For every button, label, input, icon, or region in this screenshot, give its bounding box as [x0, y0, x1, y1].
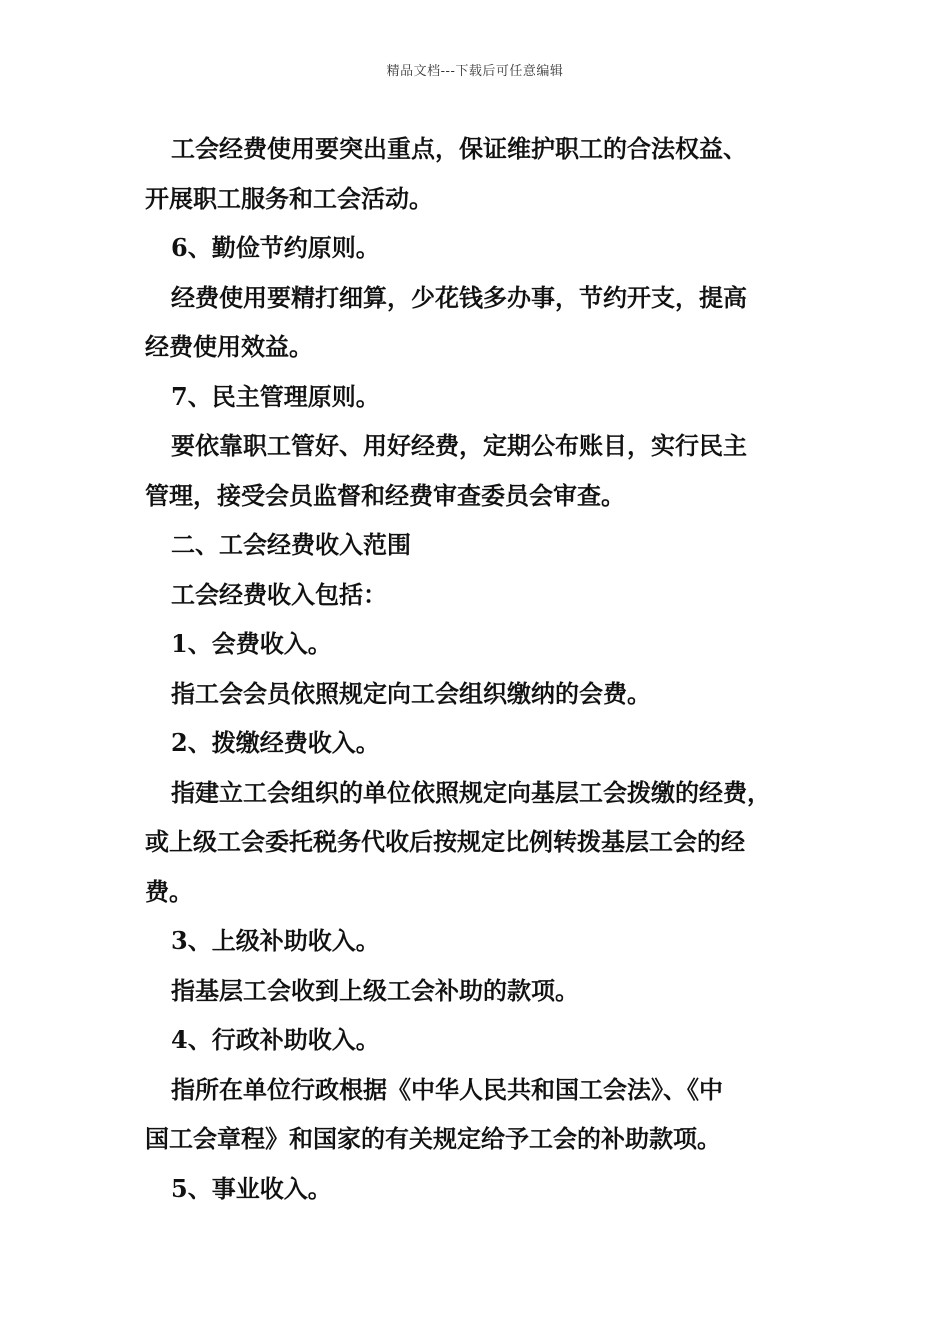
section-heading: 7、民主管理原则。: [171, 381, 380, 411]
paragraph-line: 经费使用效益。: [145, 332, 313, 361]
paragraph-line: 开展职工服务和工会活动。: [145, 183, 433, 213]
paragraph-line: 指建立工会组织的单位依照规定向基层工会拨缴的经费，: [171, 777, 771, 807]
paragraph-line: 指基层工会收到上级工会补助的款项。: [171, 975, 579, 1005]
paragraph-line: 经费使用要精打细算，少花钱多办事，节约开支，提高: [171, 282, 747, 312]
paragraph-line: 指工会会员依照规定向工会组织缴纳的会费。: [171, 678, 651, 708]
page-header: 精品文档---下载后可任意编辑: [386, 64, 564, 79]
section-heading: 6、勤俭节约原则。: [171, 233, 380, 262]
section-heading: 1、会费收入。: [171, 629, 332, 658]
paragraph-line: 工会经费收入包括：: [171, 579, 387, 609]
chapter-heading: 二、工会经费收入范围: [171, 530, 411, 559]
section-heading: 3、上级补助收入。: [171, 926, 380, 955]
section-heading: 2、拨缴经费收入。: [171, 728, 380, 757]
paragraph-line: 指所在单位行政根据《中华人民共和国工会法》、《中: [171, 1074, 723, 1104]
section-heading: 5、事业收入。: [171, 1173, 332, 1203]
paragraph-line: 国工会章程》和国家的有关规定给予工会的补助款项。: [145, 1124, 721, 1153]
section-heading: 4、行政补助收入。: [171, 1025, 380, 1054]
document-body: [145, 124, 810, 1213]
paragraph-line: 要依靠职工管好、用好经费，定期公布账目，实行民主: [171, 431, 747, 460]
paragraph-line: 工会经费使用要突出重点，保证维护职工的合法权益、: [171, 134, 747, 163]
paragraph-line: 费。: [145, 876, 193, 906]
paragraph-line: 管理，接受会员监督和经费审查委员会审查。: [145, 480, 625, 510]
paragraph-line: 或上级工会委托税务代收后按规定比例转拨基层工会的经: [145, 827, 745, 856]
